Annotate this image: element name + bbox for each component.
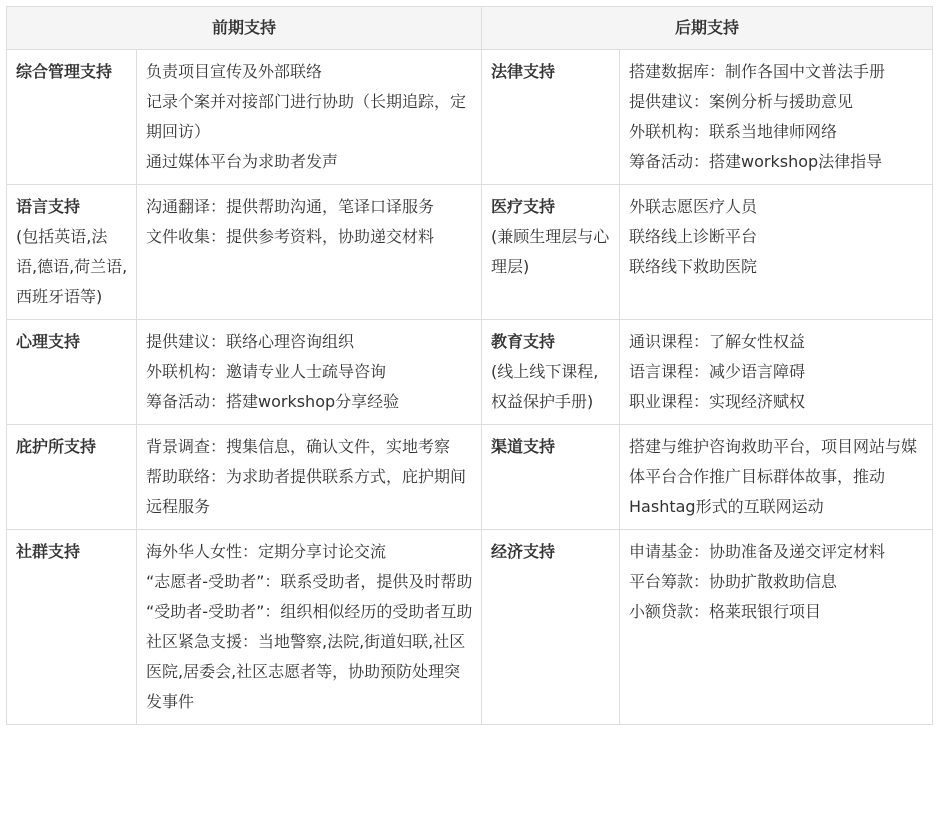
support-table [6,6,933,725]
list-item: 负责项目宣传及外部联络 [146,62,323,81]
left-items-cell [137,185,482,320]
right-items-cell [620,50,933,185]
list-item: 海外华人女性：定期分享讨论交流 [146,542,387,561]
list-item: 外联机构：邀请专业人士疏导咨询 [146,362,387,381]
list-item: 职业课程：实现经济赋权 [629,392,806,411]
left-category-cell [7,530,137,725]
table-row [7,185,933,320]
category-title: 教育支持 [491,332,556,351]
list-item: 申请基金：协助准备及递交评定材料 [629,542,886,561]
table-row [7,50,933,185]
list-item: 沟通翻译：提供帮助沟通，笔译口译服务 [146,197,435,216]
table-row [7,530,933,725]
list-item: 语言课程：减少语言障碍 [629,362,806,381]
category-title: 渠道支持 [491,437,556,456]
right-category-cell [482,320,620,425]
table-row [7,425,933,530]
left-items-cell [137,425,482,530]
left-category-cell [7,320,137,425]
category-title: 法律支持 [491,62,556,81]
right-category-cell [482,185,620,320]
left-category-cell [7,185,137,320]
list-item: 通识课程：了解女性权益 [629,332,806,351]
right-items-cell [620,320,933,425]
left-items-cell [137,50,482,185]
list-item: 外联志愿医疗人员 [629,197,758,216]
right-items-cell [620,185,933,320]
list-item: “受助者-受助者”：组织相似经历的受助者互助 [146,602,473,621]
category-subtitle: (包括英语,法语,德语,荷兰语,西班牙语等) [16,227,128,306]
right-category-cell [482,50,620,185]
list-item: 帮助联络：为求助者提供联系方式，庇护期间远程服务 [146,467,467,516]
category-title: 社群支持 [16,542,81,561]
list-item: 搭建与维护咨询救助平台，项目网站与媒体平台合作推广目标群体故事，推动Hashtag形式的互联网运动 [629,437,918,516]
list-item: 提供建议：案例分析与援助意见 [629,92,854,111]
list-item: “志愿者-受助者”：联系受助者，提供及时帮助 [146,572,473,591]
list-item: 通过媒体平台为求助者发声 [146,152,339,171]
category-title: 综合管理支持 [16,62,113,81]
category-subtitle: (线上线下课程,权益保护手册) [491,362,599,411]
list-item: 文件收集：提供参考资料，协助递交材料 [146,227,435,246]
left-category-cell [7,425,137,530]
list-item: 小额贷款：格莱珉银行项目 [629,602,822,621]
header-early-support: 前期支持 [7,7,482,50]
list-item: 筹备活动：搭建workshop分享经验 [146,392,400,411]
list-item: 联络线上诊断平台 [629,227,758,246]
list-item: 社区紧急支援：当地警察,法院,街道妇联,社区医院,居委会,社区志愿者等，协助预防处理突发事件 [146,632,466,711]
list-item: 背景调查：搜集信息，确认文件，实地考察 [146,437,451,456]
header-row [7,7,933,50]
category-title: 庇护所支持 [16,437,97,456]
category-title: 语言支持 [16,197,81,216]
right-category-cell [482,425,620,530]
left-items-cell [137,320,482,425]
header-later-support: 后期支持 [482,7,933,50]
left-items-cell [137,530,482,725]
list-item: 筹备活动：搭建workshop法律指导 [629,152,883,171]
category-subtitle: (兼顾生理层与心理层) [491,227,610,276]
category-title: 经济支持 [491,542,556,561]
table-row [7,320,933,425]
left-category-cell [7,50,137,185]
right-items-cell [620,425,933,530]
list-item: 联络线下救助医院 [629,257,758,276]
list-item: 记录个案并对接部门进行协助（长期追踪，定期回访） [146,92,467,141]
list-item: 平台筹款：协助扩散救助信息 [629,572,838,591]
right-items-cell [620,530,933,725]
list-item: 外联机构：联系当地律师网络 [629,122,838,141]
right-category-cell [482,530,620,725]
list-item: 搭建数据库：制作各国中文普法手册 [629,62,886,81]
category-title: 医疗支持 [491,197,556,216]
category-title: 心理支持 [16,332,81,351]
list-item: 提供建议：联络心理咨询组织 [146,332,355,351]
